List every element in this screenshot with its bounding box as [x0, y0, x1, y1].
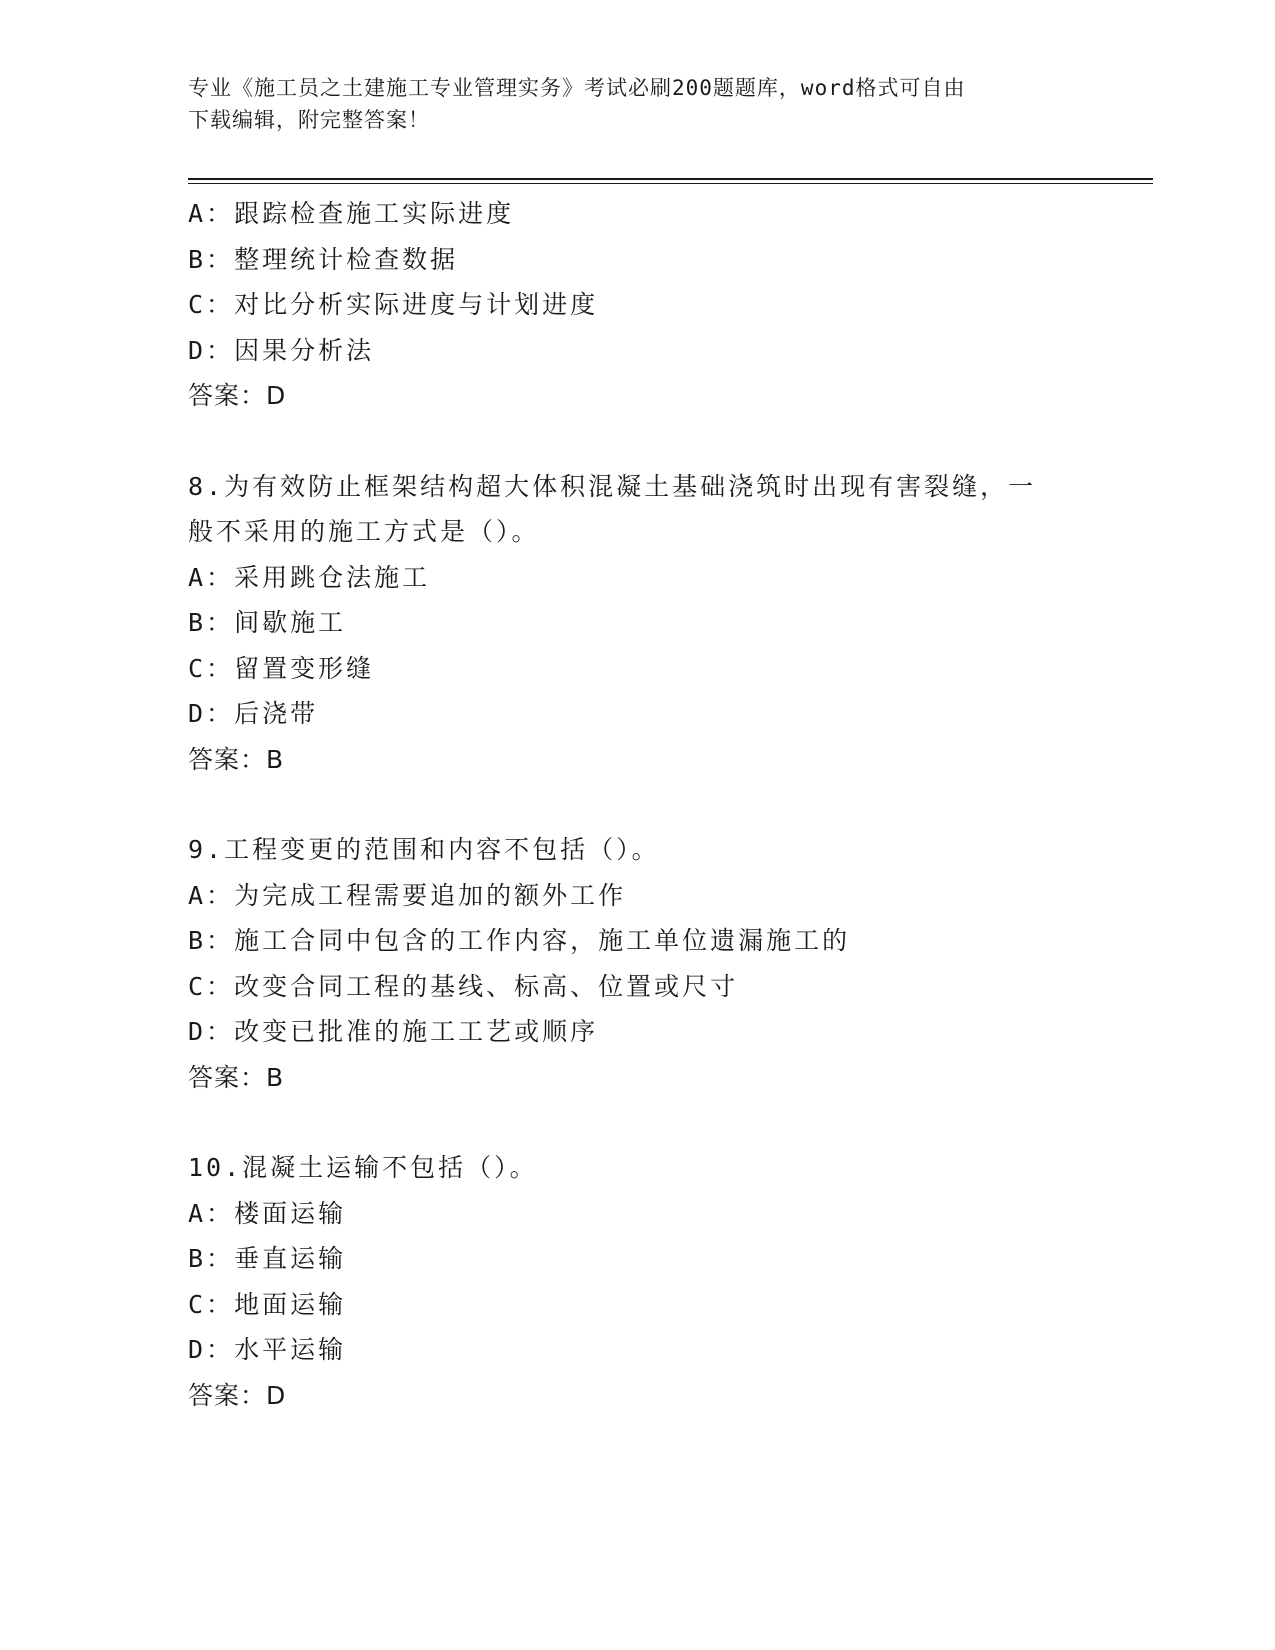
- option-d: D：改变已批准的施工工艺或顺序: [188, 1017, 599, 1046]
- answer: 答案：D: [188, 1380, 287, 1410]
- option-d: D：水平运输: [188, 1335, 347, 1364]
- question-list: [188, 191, 1088, 1418]
- stem-line-1: 8.为有效防止框架结构超大体积混凝土基础浇筑时出现有害裂缝，一: [188, 471, 1037, 501]
- question-stem: [188, 464, 1088, 555]
- answer: 答案：B: [188, 744, 285, 774]
- option-c: C：改变合同工程的基线、标高、位置或尺寸: [188, 971, 739, 1001]
- question-7-continued: [188, 191, 1088, 419]
- header-divider-thin: [188, 183, 1153, 184]
- option-c: C：地面运输: [188, 1289, 347, 1319]
- option-a: A：采用跳仓法施工: [188, 562, 431, 592]
- question-10: [188, 1145, 1088, 1418]
- stem-line-1: 10.混凝土运输不包括（）。: [188, 1153, 538, 1182]
- document-header: [188, 72, 1088, 136]
- option-a: A：楼面运输: [188, 1198, 347, 1228]
- header-divider-thick: [188, 178, 1153, 180]
- question-8: [188, 464, 1088, 783]
- header-line-1: 专业《施工员之土建施工专业管理实务》考试必刷200题题库，word格式可自由: [188, 76, 966, 100]
- question-stem: [188, 827, 1088, 873]
- option-c: C：对比分析实际进度与计划进度: [188, 290, 599, 319]
- option-a: A：为完成工程需要追加的额外工作: [188, 880, 627, 910]
- answer: 答案：D: [188, 381, 287, 410]
- stem-line-1: 9.工程变更的范围和内容不包括（）。: [188, 835, 660, 864]
- option-b: B：整理统计检查数据: [188, 244, 459, 274]
- option-c: C：留置变形缝: [188, 653, 375, 683]
- option-b: B：施工合同中包含的工作内容，施工单位遗漏施工的: [188, 926, 851, 955]
- answer: 答案：B: [188, 1062, 285, 1092]
- question-9: [188, 827, 1088, 1100]
- option-d: D：后浇带: [188, 699, 319, 728]
- header-line-2: 下载编辑，附完整答案！: [188, 108, 430, 132]
- option-b: B：间歇施工: [188, 608, 347, 637]
- question-stem: [188, 1145, 1088, 1191]
- option-d: D：因果分析法: [188, 335, 375, 365]
- option-a: A：跟踪检查施工实际进度: [188, 199, 515, 228]
- stem-line-2: 般不采用的施工方式是（）。: [188, 517, 540, 546]
- option-b: B：垂直运输: [188, 1244, 347, 1273]
